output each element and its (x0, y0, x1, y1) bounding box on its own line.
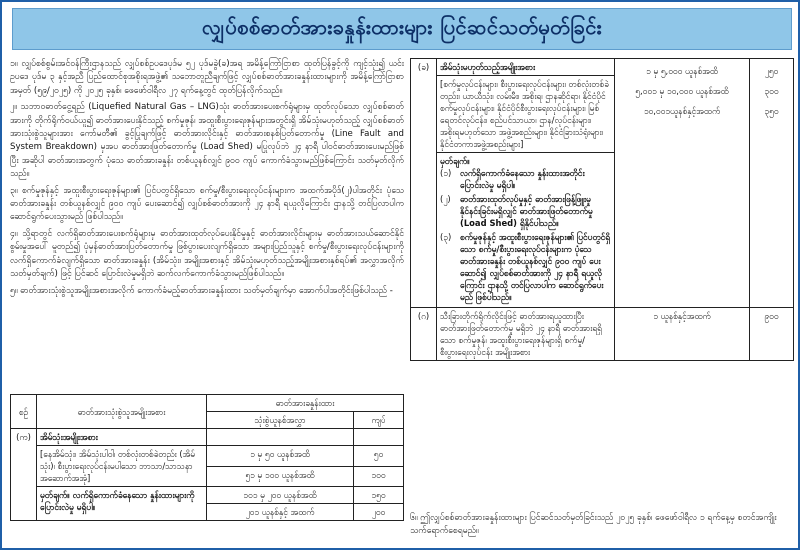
tier-kyat: ၁၀၀ (354, 466, 404, 487)
section-no: (က) (11, 429, 37, 521)
note-item (440, 231, 611, 303)
col-header-category: ဓာတ်အားသုံးစွဲသူအမျိုးအစား (37, 395, 207, 429)
note-number: (၂) (440, 194, 451, 204)
paragraph-1: ၁။ လျှပ်စစ်စွမ်းအင်ဝန်ကြီးဌာနသည် လျှပ်စစ်ဥပဒေပုဒ်မ ၅၂ ပုဒ်မခွဲ(ခ)အရ အမိန့်ကြော်ငြာစာ ထုတ်ပြန်ခွင့်ကို ကျင့်သုံး၍ ယင်းဥပဒေ ပုဒ်မ ၃ နှင့်အညီ ပြည်ထောင်စုအစိုးရအဖွဲ့၏ သဘောတူညီချက်ဖြင့် လျှပ်စစ်ဓာတ်အားခနှုန်းထားများကို အမိန့်ကြော်ငြာစာအမှတ် (၅၉/၂၀၂၅) ကို ၂၀၂၅ ခုနှစ်၊ ဖေဖော်ဝါရီလ ၂၇ ရက်နေ့တွင် ထုတ်ပြန်လိုက်သည်။ (10, 59, 404, 96)
col-header-kyat: ကျပ် (354, 412, 404, 429)
tier-kyat: ၃၅၀ (764, 106, 779, 116)
right-column (410, 58, 794, 544)
note-item (440, 167, 611, 191)
tier-kyat: ၃၀၀ (764, 86, 779, 96)
tier-units: ၁၀၁ မှ ၂၀၀ ယူနစ်အထိ (207, 487, 354, 504)
col-header-units: သုံးစွဲယူနစ်အလွှာ (207, 412, 354, 429)
note-item (440, 193, 611, 229)
page-title: လျှပ်စစ်ဓာတ်အားခနှုန်းထားများ ပြင်ဆင်သတ်မှတ်ခြင်း (202, 15, 602, 39)
paragraph-2: ၂။ သဘာဝဓာတ်ငွေ့ရည် (Liquefied Natural Gas – LNG)သုံး ဓာတ်အားပေးစက်ရုံများမှ ထုတ်လုပ်သော လျှပ်စစ်ဓာတ်အားကို တိုက်ရိုက်ဝယ်ယူ၍ ဓာတ်အားပေးနိုင်သည့် စက်မှုဇုန်၊ အထူးစီးပွားရေးဇုန်များအတွင်းရှိ အိမ်သုံးမဟုတ်သည့် လျှပ်စစ်ဓာတ်အားသုံးစွဲသူများအား ကော်မတီ၏ ခွင့်ပြုချက်ဖြင့် ဓာတ်အားလိုင်းနှင့် ဓာတ်အားစနစ်ပြတ်တောက်မှု (Line Fault and System Breakdown) မှအပ ဓာတ်အားဖြတ်တောက်မှု (Load Shed) မပြုလုပ်ဘဲ ၂၄ နာရီ ပါဝင်ဓာတ်အားပေးမည်ဖြစ်ပြီး အဆိုပါ ဓာတ်အားအတွက် ပုံသေ ဓာတ်အားခနှုန်း တစ်ယူနစ်လျှင် ၉၀၀ ကျပ် ကောက်ခံသွားမည်ဖြစ်ကြောင်း သတ်မှတ်လိုက်သည်။ (10, 102, 404, 180)
note-text: လက်ရှိကောက်ခံနေသော နှုန်းထားအတိုင်း ပြောင်းလဲမှု မရှိပါ။ (460, 168, 585, 190)
tier-kyat: ၂၅၀ (764, 66, 779, 76)
section-note: မှတ်ချက်။ လက်ရှိကောက်ခံနေသော နှုန်းထားများကို ပြောင်းလဲမှု မရှိပါ။ (37, 487, 207, 521)
note-number: (၃) (440, 232, 452, 242)
note-number: (၁) (440, 168, 452, 178)
notes-title: မှတ်ချက်။ (440, 156, 470, 166)
paragraph-3: ၃။ စက်မှုဇုန်နှင့် အထူးစီးပွားရေးဇုန်များ၏ ပြင်ပတွင်ရှိသော စက်မှု/စီးပွားရေးလုပ်ငန်းများက အထက်အပိုဒ်(၂)ပါအတိုင်း ပုံသေဓာတ်အားခနှုန်း တစ်ယူနစ်လျှင် ၉၀၀ ကျပ် ပေးဆောင်၍ လျှပ်စစ်ဓာတ်အားကို ၂၄ နာရီ ရယူလိုကြောင်း ဌာနသို့ တင်ပြလာပါက ဆောင်ရွက်ပေးသွားမည် ဖြစ်ပါသည်။ (10, 185, 404, 223)
tier-kyat: ၉၀၀ (750, 308, 794, 361)
tier-units: ၅,၀၀၁ မှ ၁၀,၀၀၀ ယူနစ်အထိ (635, 86, 729, 96)
tier-units: ၁ ယူနစ်နှင့်အထက် (615, 308, 750, 361)
tier-kyat: ၅၀ (354, 446, 404, 467)
tier-units: ၁ မှ ၅,၀၀၀ ယူနစ်အထိ (646, 66, 718, 76)
left-column (10, 58, 404, 544)
closing-paragraph: ၆။ ဤလျှပ်စစ်ဓာတ်အားခနှုန်းထားများ ပြင်ဆင်သတ်မှတ်ခြင်းသည် ၂၀၂၅ ခုနှစ်၊ ဖေဖော်ဝါရီလ ၁ ရက်နေ့မှ စတင်အကျိုးသက်ရောက်စေရမည်။ (410, 513, 777, 537)
section-desc: သီးခြားတိုက်ရိုက်လိုင်းဖြင့် ဓာတ်အားရယူထားပြီး ဓာတ်အားဖြတ်တောက်မှု မရှိဘဲ ၂၄ နာရီ ဓာတ်အားရရှိသော စက်မှုဇုန်၊ အထူးစီးပွားရေးဇုန်များရှိ စက်မှု/စီးပွားရေးလုပ်ငန်း အမျိုးအစား (437, 308, 615, 361)
section-no: (ဂ) (411, 308, 437, 361)
section-desc: [နေအိမ်သုံး၊ အိမ်သုံးပါဝါ၊ တစ်လုံးတစ်ခဲတည်း (အိမ်သုံး)၊ စီးပွားရေးလုပ်ငန်းမပါသော ဘာသာ/သာသနာအဆောက်အအုံ] (37, 446, 207, 487)
col-header-no: စဉ် (11, 395, 37, 429)
paragraph-4: ၄။ သို့ရာတွင် လက်ရှိဓာတ်အားပေးစက်ရုံများမှ ဓာတ်အားထုတ်လုပ်ပေးနိုင်မှုနှင့် ဓာတ်အားလိုင်းများမှ ဓာတ်အားသယ်ဆောင်နိုင်စွမ်းမှုအပေါ် မူတည်၍ ပုံမှန်ဓာတ်အားပြတ်တောက်မှု ဖြစ်ပွားပေးလျက်ရှိသော အများပြည်သူနှင့် စက်မှု/စီးပွားရေးလုပ်ငန်းများကို လက်ရှိကောက်ခံလျက်ရှိသော ဓာတ်အားခနှုန်း (အိမ်သုံး၊ အမျိုးအစားနှင့် အိမ်သုံးမဟုတ်သည့်အမျိုးအစားနှစ်ရပ်၏ အလွှာအလိုက် သတ်မှတ်ချက်) ဖြင့် ပြင်ဆင် ပြောင်းလဲမှုမရှိဘဲ ဆက်လက်ကောက်ခံသွားမည်ဖြစ်ပါသည်။ (10, 228, 404, 280)
notes-block (437, 153, 615, 308)
note-text: ဓာတ်အားထုတ်လုပ်မှုနှင့် ဓာတ်အားဖြန့်ဖြူးမှု နိုင်နင်းခြင်းမရှိလျှင် ဓာတ်အားဖြတ်တောက်မှု (Load Shed) ရှိနိုင်ပါသည်။ (460, 194, 593, 228)
section-desc: [စက်မှုလုပ်ငန်းများ၊ စီးပွားရေးလုပ်ငန်းများ၊ တစ်လုံးတစ်ခဲတည်း၊ ယာယီသုံး၊ လမ်းမီး၊ အစိုးရ၊ ဌာနဆိုင်ရာ၊ နိုင်ငံပိုင်စက်မှုလုပ်ငန်းများ၊ နိုင်ငံပိုင်စီးပွားရေးလုပ်ငန်းများ၊ မြစ်ရေတင်လုပ်ငန်း၊ စည်ပင်သာယာ၊ ဌာန/လုပ်ငန်းများ၊ အစိုးရမဟုတ်သော အဖွဲ့အစည်းများ၊ နိုင်ငံခြားသံရုံးများ၊ နိုင်ငံတကာအဖွဲ့အစည်းများ] (437, 76, 615, 153)
tier-units: ၂၀၁ ယူနစ်နှင့် အထက် (207, 504, 354, 521)
tariff-table-household (10, 394, 404, 521)
section-title: အိမ်သုံးမဟုတ်သည့်အမျိုးအစား (437, 59, 615, 76)
tariff-table-non-household (410, 58, 794, 361)
tier-kyat: ၁၅၀ (354, 487, 404, 504)
note-text: စက်မှုဇုန်နှင့် အထူးစီးပွားရေးဇုန်များ၏ ပြင်ပတွင်ရှိသော စက်မှု/စီးပွားရေးလုပ်ငန်းများက ပုံသေဓာတ်အားခနှုန်း တစ်ယူနစ်လျှင် ၉၀၀ ကျပ် ပေးဆောင်၍ လျှပ်စစ်ဓာတ်အားကို ၂၄ နာရီ ရယူလိုကြောင်း ဌာနသို့ တင်ပြလာပါက ဆောင်ရွက်ပေးမည် ဖြစ်ပါသည်။ (460, 232, 611, 302)
title-banner (12, 8, 792, 50)
col-header-rate: ဓာတ်အားခနှုန်းထား (207, 395, 404, 412)
section-no: (ခ) (411, 59, 437, 308)
section-title: အိမ်သုံးအမျိုးအစား (37, 429, 207, 446)
tier-kyat: ၂၀၀ (354, 504, 404, 521)
tier-units: ၁၀,၀၀၁ယူနစ်နှင့်အထက် (643, 106, 721, 116)
tier-units: ၅၁ မှ ၁၀၀ ယူနစ်အထိ (207, 466, 354, 487)
tier-units: ၁ မှ ၅၀ ယူနစ်အထိ (207, 446, 354, 467)
paragraph-5: ၅။ ဓာတ်အားသုံးစွဲသူအမျိုးအစားအလိုက် ကောက်ခံမည့်ဓာတ်အားခနှုန်းထား သတ်မှတ်ချက်မှာ အောက်ပါအတိုင်းဖြစ်ပါသည် - (10, 285, 393, 296)
